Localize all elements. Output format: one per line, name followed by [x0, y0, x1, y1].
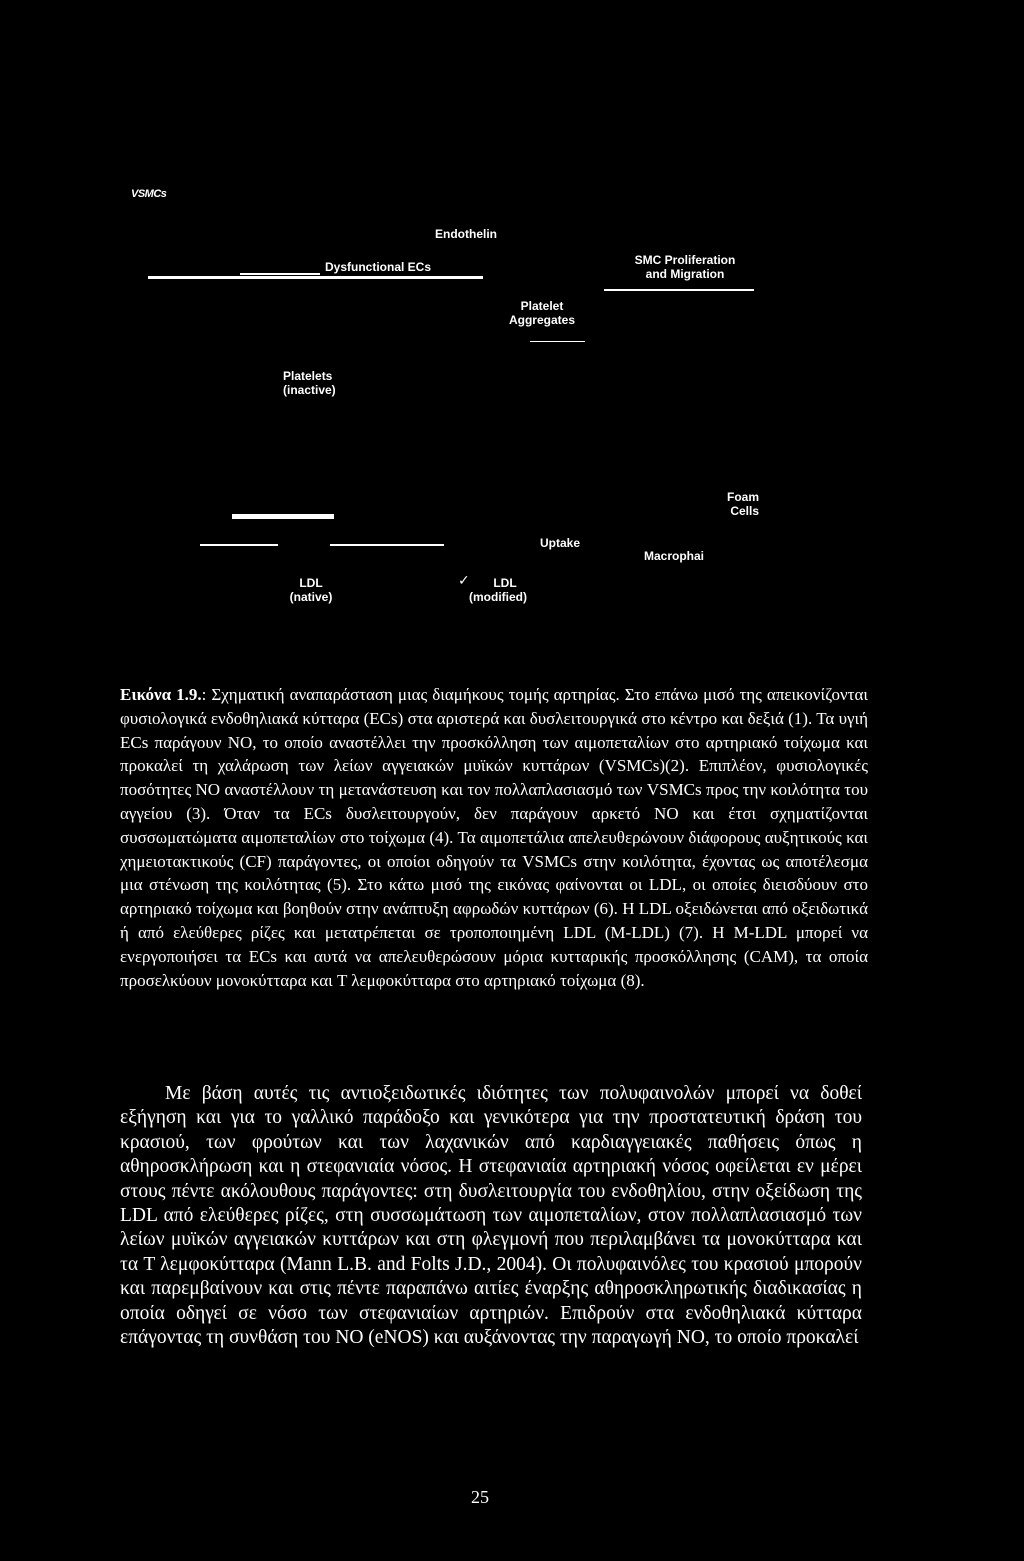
page-number: 25 [471, 1487, 489, 1507]
label-macrophage: Macrophai [644, 549, 705, 563]
body-paragraph-text: Με βάση αυτές τις αντιοξειδωτικές ιδιότητες των πολυφαινολών μπορεί να δοθεί εξήγηση και για το γαλλικό παράδοξο και γενικότερα για την προστατευτική δράση του κρασιού, των φρούτων και των λαχανικών από καρδιαγγειακές παθήσεις όπως η αθηροσκλήρωση και η στεφανιαία νόσος. Η στεφανιαία αρτηριακή νόσος οφείλεται εν μέρει στους πέντε ακόλουθους παράγοντες: στη δυσλειτουργία του ενδοθηλίου, στην οξείδωση της LDL από ελεύθερες ρίζες, στη συσσωμάτωση των αιμοπεταλίων, στον πολλαπλασιασμό των λείων μυϊκών αγγειακών κυττάρων και στη φλεγμονή που περιλαμβάνει τα μονοκύτταρα και τα T λεμφοκύτταρα (Mann L.B. and Folts J.D., 2004). Οι πολυφαινόλες του κρασιού μπορούν και παρεμβαίνουν και στις πέντε παραπάνω αιτίες έναρξης αθηροσκληρωτικής διαδικασίας η οποία οδηγεί σε νόσο των στεφανιαίων αρτηριών. Επιδρούν στα ενδοθηλιακά κύτταρα επάγοντας τη συνθάση του NO (eNOS) και αυξάνοντας την παραγωγή NO, το οποίο προκαλεί [120, 1083, 862, 1349]
artery-figure [0, 0, 1024, 640]
body-paragraph [120, 1082, 862, 1350]
caption-text: : Σχηματική αναπαράσταση μιας διαμήκους τομής αρτηρίας. Στο επάνω μισό της απεικονίζονται φυσιολογικά ενδοθηλιακά κύτταρα (ECs) στα αριστερά και δυσλειτουργικά στο κέντρο και δεξιά (1). Τα υγιή ECs παράγουν NO, το οποίο αναστέλλει την προσκόλληση των αιμοπεταλίων στο αρτηριακό τοίχωμα και προκαλεί τη χαλάρωση των λείων αγγειακών μυϊκών κυττάρων (VSMCs)(2). Επιπλέον, φυσιολογικές ποσότητες NO αναστέλλουν τη μετανάστευση και τον πολλαπλασιασμό των VSMCs προς την κοιλότητα του αγγείου (3). Όταν τα ECs δυσλειτουργούν, δεν παράγουν αρκετό NO και έτσι σχηματίζονται συσσωματώματα αιμοπεταλίων στο τοίχωμα (4). Τα αιμοπετάλια απελευθερώνουν διάφορους αυξητικούς και χημειοτακτικούς (CF) παράγοντες, οι οποίοι οδηγούν τα VSMCs στην κοιλότητα, έχοντας ως αποτέλεσμα μια στένωση της κοιλότητας (5). Στο κάτω μισό της εικόνας φαίνονται οι LDL, οι οποίες διεισδύουν στο αρτηριακό τοίχωμα και βοηθούν στην ανάπτυξη αφρωδών κυττάρων (6). Η LDL οξειδώνεται από οξειδωτικά ή από ελεύθερες ρίζες και μετατρέπεται σε τροποποιημένη LDL (M-LDL) (7). Η M-LDL μπορεί να ενεργοποιήσει τα ECs και αυτά να απελευθερώσουν μόρια κυτταρικής προσκόλλησης (CAM), τα οποία προσελκύουν μονοκύτταρα και T λεμφοκύτταρα στο αρτηριακό τοίχωμα (8). [120, 685, 868, 990]
label-uptake: Uptake [540, 536, 581, 550]
label-ldl-modified: LDL (modified) [469, 576, 527, 604]
platelet-underline [530, 341, 585, 342]
modification-arrow-icon: ✓ [458, 573, 470, 589]
label-dysfunctional-ecs: Dysfunctional ECs [325, 260, 432, 274]
label-vsmcs: VSMCs [131, 188, 167, 200]
label-foam-cells: Foam Cells [726, 490, 759, 518]
ldl-wall-segment [232, 514, 334, 519]
label-ldl-native: LDL (native) [289, 576, 333, 604]
figure-caption [120, 683, 868, 992]
ldl-native-arrow-line [200, 544, 278, 546]
label-endothelin: Endothelin [435, 227, 497, 241]
label-platelet-aggregates: Platelet Aggregates [508, 299, 576, 327]
label-smc-proliferation: SMC Proliferation and Migration [634, 253, 736, 281]
caption-label: Εικόνα 1.9. [120, 685, 202, 704]
ldl-modified-arrow-line [330, 544, 444, 546]
smc-line [604, 289, 754, 291]
endothelium-line-fragment [240, 273, 320, 275]
endothelium-line [148, 276, 483, 279]
label-platelets-inactive: Platelets (inactive) [283, 369, 336, 397]
